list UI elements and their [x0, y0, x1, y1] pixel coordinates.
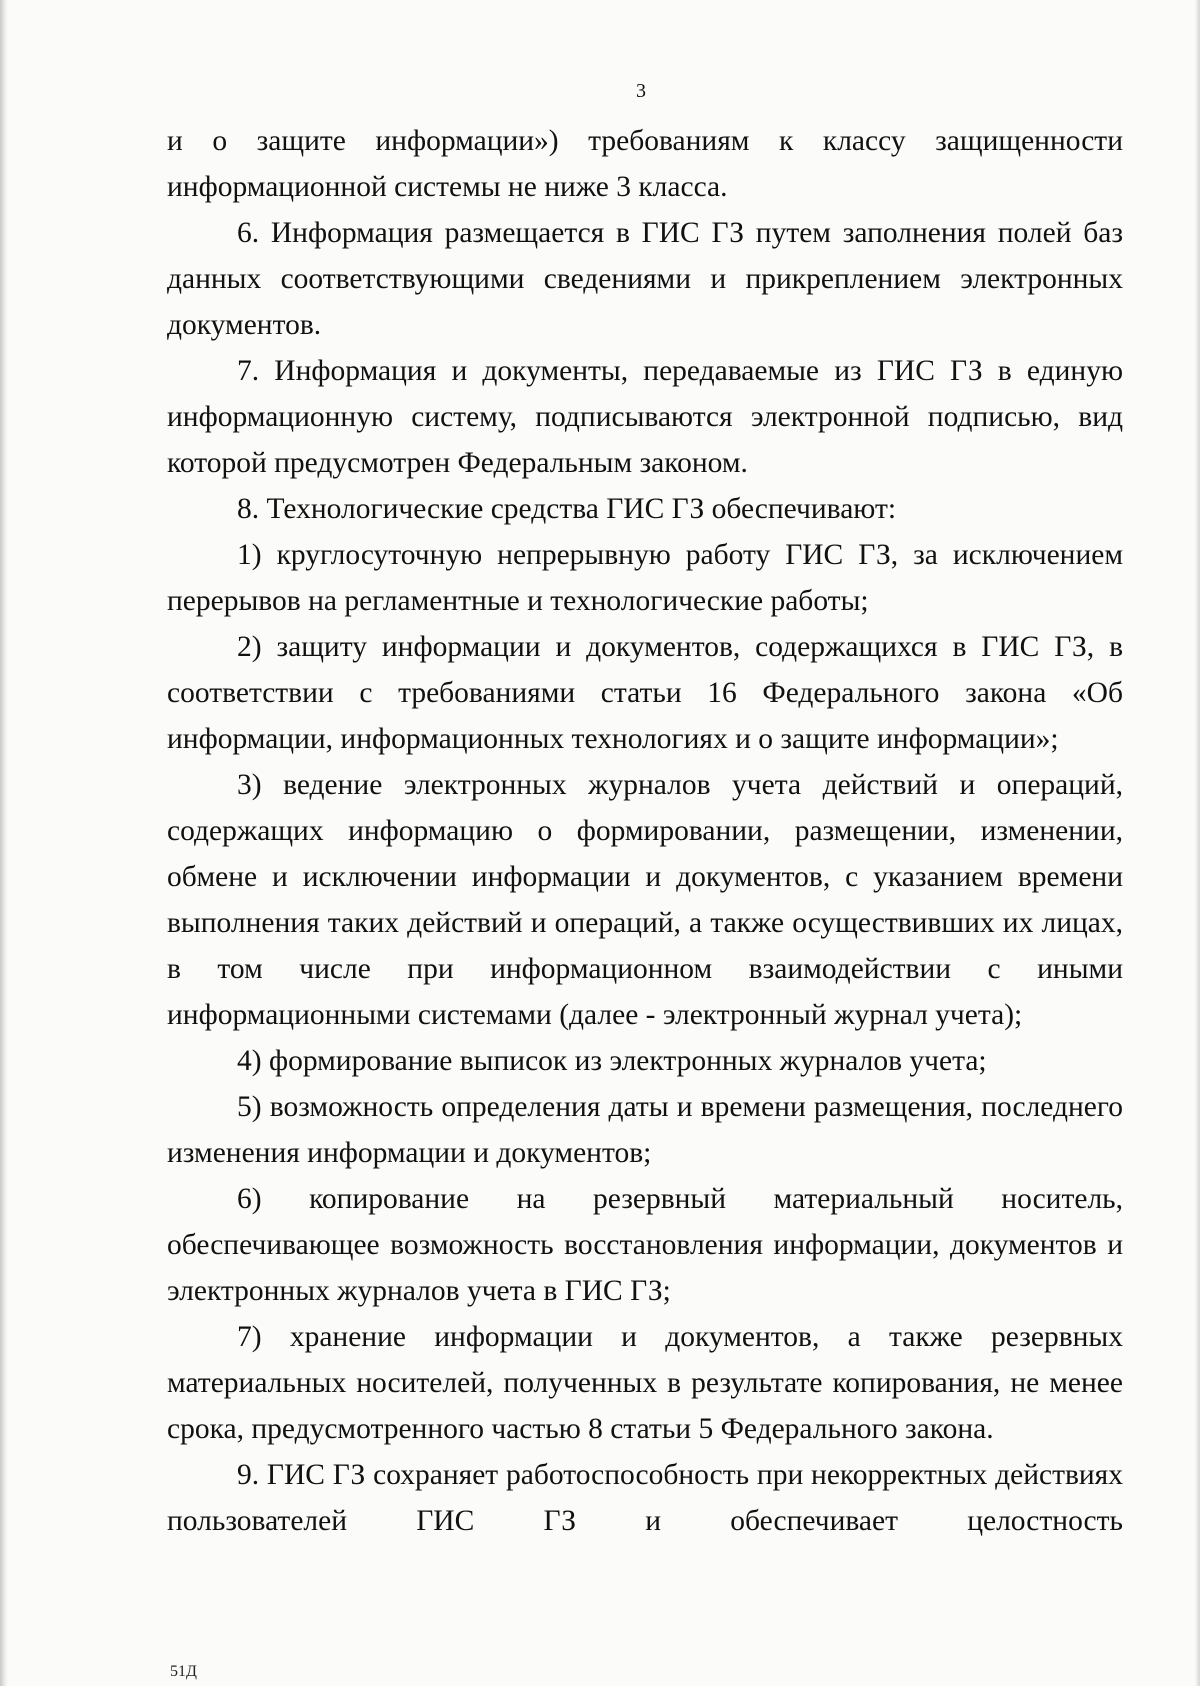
subitem-4: 4) формирование выписок из электронных журналов учета;	[237, 1045, 987, 1077]
subitem-6: 6) копирование на резервный материальный носитель, обеспечивающее возможность восстановления информации, документов и электронных журналов учета в ГИС ГЗ;	[167, 1183, 1123, 1307]
page-number: 3	[636, 80, 646, 102]
paragraph-item-8: 8. Технологические средства ГИС ГЗ обеспечивают:	[237, 493, 897, 525]
paragraph-continuation: и о защите информации») требованиям к классу защищенности информационной системы не ниже 3 класса.	[167, 125, 1123, 203]
subitem-2: 2) защиту информации и документов, содержащихся в ГИС ГЗ, в соответствии с требованиями статьи 16 Федерального закона «Об информации, информационных технологиях и о защите информации»;	[167, 631, 1123, 755]
paragraph-item-9: 9. ГИС ГЗ сохраняет работоспособность при некорректных действиях пользователей ГИС ГЗ и обеспечивает целостность	[167, 1459, 1123, 1537]
paragraph-item-7: 7. Информация и документы, передаваемые из ГИС ГЗ в единую информационную систему, подписываются электронной подписью, вид которой предусмотрен Федеральным законом.	[167, 355, 1123, 479]
subitem-5: 5) возможность определения даты и времени размещения, последнего изменения информации и документов;	[167, 1091, 1123, 1169]
scan-edge-left	[0, 0, 8, 1686]
scan-edge-right	[1195, 0, 1200, 1686]
subitem-1: 1) круглосуточную непрерывную работу ГИС ГЗ, за исключением перерывов на регламентные и технологические работы;	[167, 539, 1123, 617]
subitem-7: 7) хранение информации и документов, а также резервных материальных носителей, полученных в результате копирования, не менее срока, предусмотренного частью 8 статьи 5 Федерального закона.	[167, 1321, 1123, 1445]
body-text	[167, 118, 1123, 1544]
footer-code: 51Д	[170, 1663, 197, 1680]
paragraph-item-6: 6. Информация размещается в ГИС ГЗ путем заполнения полей баз данных соответствующими сведениями и прикреплением электронных документов.	[167, 217, 1123, 341]
subitem-3: 3) ведение электронных журналов учета действий и операций, содержащих информацию о формировании, размещении, изменении, обмене и исключении информации и документов, с указанием времени выполнения таких действий и операций, а также осуществивших их лицах, в том числе при информационном взаимодействии с иными информационными системами (далее - электронный журнал учета);	[167, 769, 1123, 1031]
